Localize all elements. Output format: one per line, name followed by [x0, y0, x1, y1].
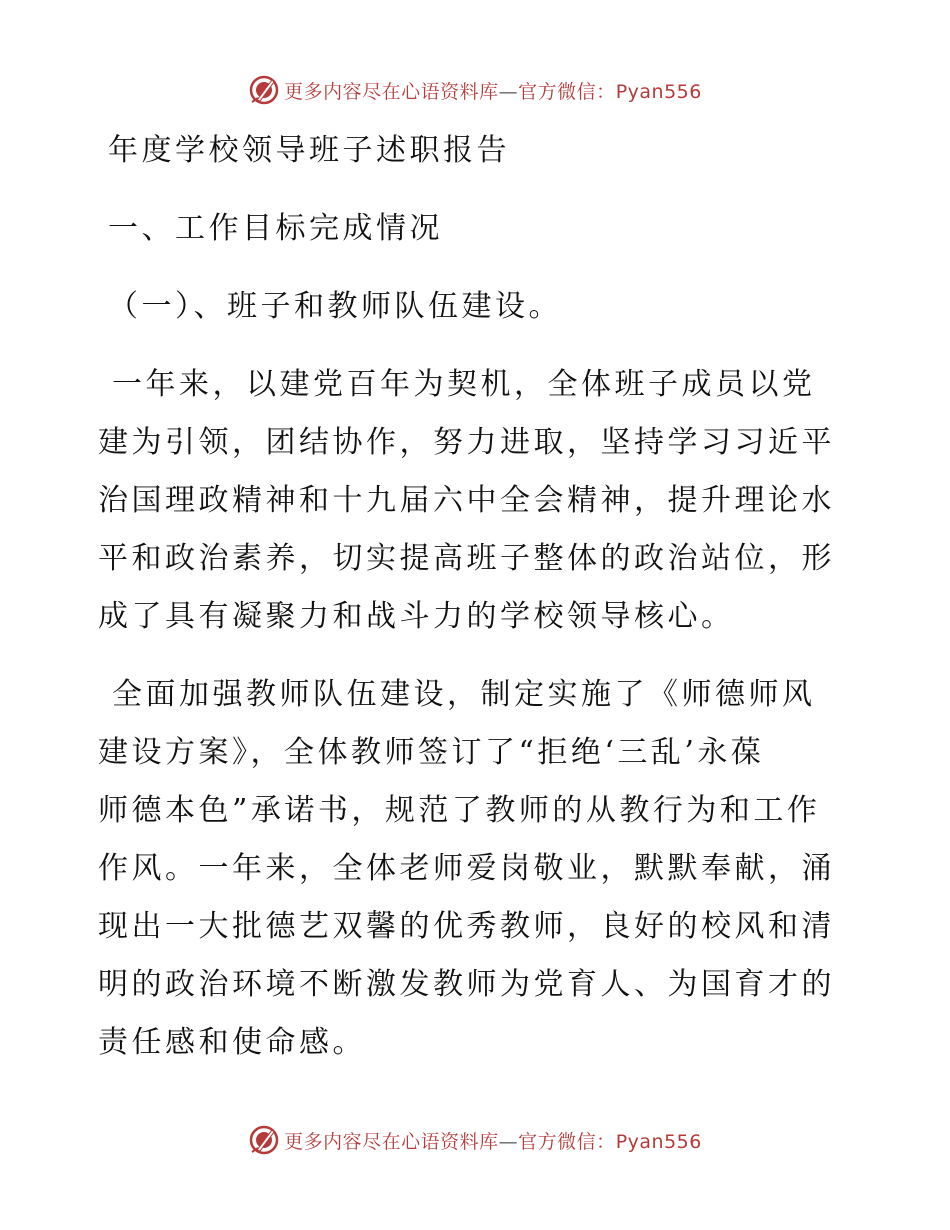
paragraph-1 [98, 356, 858, 646]
footer-banner [0, 1120, 950, 1160]
subsection-heading: （一）、班子和教师队伍建设。 [108, 289, 562, 324]
section-heading: 一、工作目标完成情况 [108, 211, 443, 246]
paragraph-line: 现出一大批德艺双馨的优秀教师，良好的校风和清 [98, 909, 835, 944]
paragraph-2 [98, 666, 858, 1072]
paragraph-line: 明的政治环境不断激发教师为党育人、为国育才的 [98, 967, 835, 1002]
paragraph-line: 建为引领，团结协作，努力进取，坚持学习习近平 [98, 425, 835, 460]
banner-text [284, 1127, 702, 1154]
paragraph-line: 全面加强教师队伍建设，制定实施了《师德师风 [112, 677, 816, 712]
paragraph-line: 一年来，以建党百年为契机，全体班子成员以党 [112, 367, 816, 402]
banner-text [284, 77, 702, 104]
banner-site-name: 更多内容尽在心语资料库 [284, 1130, 499, 1153]
document-title: 年度学校领导班子述职报告 [108, 133, 510, 168]
banner-wechat-label: 官方微信： [518, 1130, 616, 1153]
quill-seal-icon [248, 1124, 280, 1156]
paragraph-line: 责任感和使命感。 [98, 1025, 366, 1060]
document-body [98, 122, 858, 1072]
banner-separator: — [498, 1130, 519, 1153]
banner-wechat-label: 官方微信： [518, 80, 616, 103]
paragraph-line: 师德本色”承诺书，规范了教师的从教行为和工作 [98, 793, 821, 828]
quill-seal-icon [248, 74, 280, 106]
paragraph-line: 成了具有凝聚力和战斗力的学校领导核心。 [98, 599, 735, 634]
header-banner [0, 70, 950, 110]
banner-site-name: 更多内容尽在心语资料库 [284, 80, 499, 103]
paragraph-line: 平和政治素养，切实提高班子整体的政治站位，形 [98, 541, 835, 576]
paragraph-line: 建设方案》，全体教师签订了“拒绝‘三乱’永葆 [98, 735, 765, 770]
paragraph-line: 治国理政精神和十九届六中全会精神，提升理论水 [98, 483, 835, 518]
paragraph-line: 作风。一年来，全体老师爱岗敬业，默默奉献，涌 [98, 851, 835, 886]
banner-wechat-id: Pyan556 [615, 80, 702, 103]
banner-wechat-id: Pyan556 [615, 1130, 702, 1153]
banner-separator: — [498, 80, 519, 103]
